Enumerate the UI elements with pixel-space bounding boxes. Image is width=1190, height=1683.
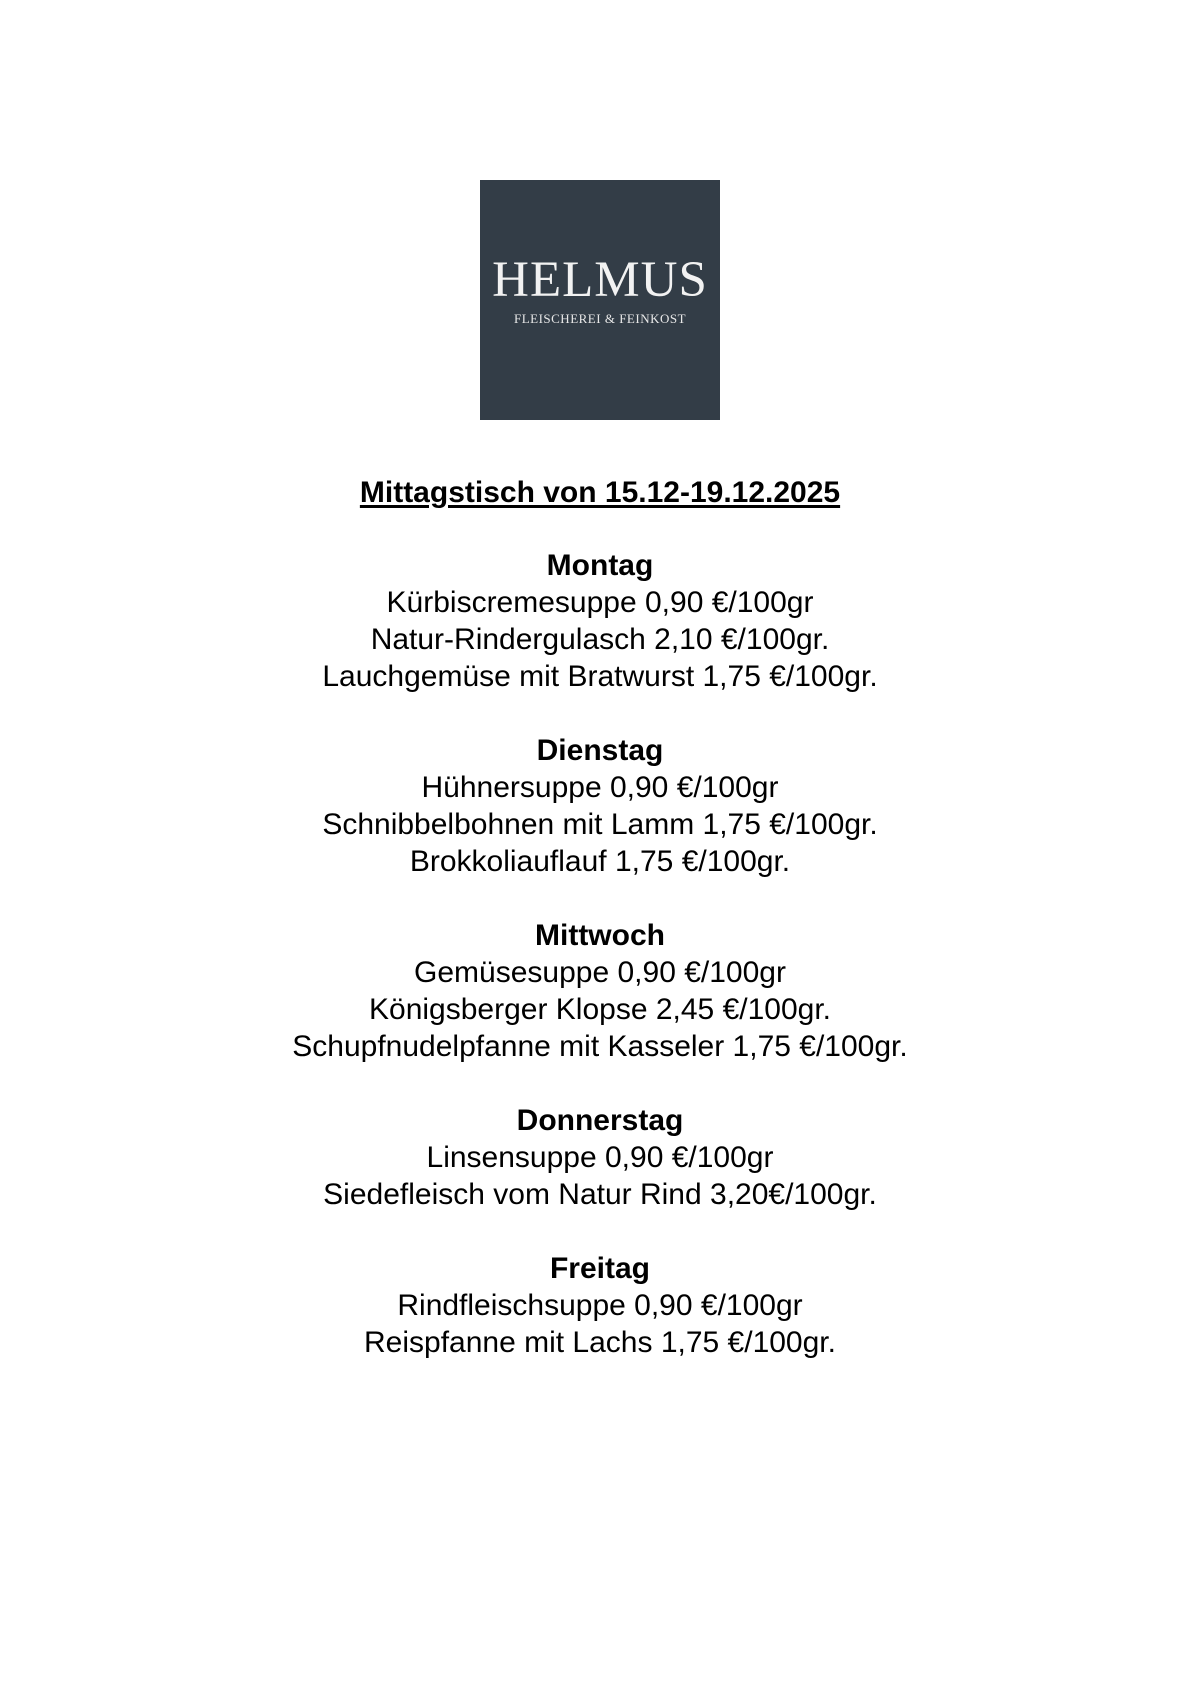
dish-item: Brokkoliauflauf 1,75 €/100gr. [409, 845, 791, 878]
day-monday [0, 547, 1190, 695]
logo [480, 180, 720, 420]
day-thursday [0, 1102, 1190, 1213]
day-wednesday [0, 917, 1190, 1065]
dish-item: Siedefleisch vom Natur Rind 3,20€/100gr. [323, 1178, 877, 1211]
dish-item: Lauchgemüse mit Bratwurst 1,75 €/100gr. [322, 660, 878, 693]
dish-item: Hühnersuppe 0,90 €/100gr [421, 771, 779, 804]
dish-item: Schupfnudelpfanne mit Kasseler 1,75 €/100gr. [292, 1030, 908, 1063]
day-name: Dienstag [536, 734, 664, 767]
dish-item: Schnibbelbohnen mit Lamm 1,75 €/100gr. [322, 808, 878, 841]
day-friday [0, 1250, 1190, 1361]
logo-tagline: FLEISCHEREI & FEINKOST [513, 311, 687, 326]
menu-title: Mittagstisch von 15.12-19.12.2025 [359, 476, 841, 509]
dish-item: Rindfleischsuppe 0,90 €/100gr [397, 1289, 803, 1322]
day-name: Montag [546, 549, 654, 582]
dish-item: Königsberger Klopse 2,45 €/100gr. [369, 993, 831, 1026]
day-list [0, 547, 1190, 1398]
day-tuesday [0, 732, 1190, 880]
dish-item: Gemüsesuppe 0,90 €/100gr [414, 956, 786, 989]
day-name: Mittwoch [535, 919, 665, 952]
day-name: Donnerstag [516, 1104, 684, 1137]
dish-item: Reispfanne mit Lachs 1,75 €/100gr. [364, 1326, 836, 1359]
dish-item: Natur-Rindergulasch 2,10 €/100gr. [370, 623, 830, 656]
day-name: Freitag [549, 1252, 651, 1285]
dish-item: Kürbiscremesuppe 0,90 €/100gr [386, 586, 814, 619]
dish-item: Linsensuppe 0,90 €/100gr [426, 1141, 774, 1174]
logo-name: HELMUS [492, 252, 708, 308]
